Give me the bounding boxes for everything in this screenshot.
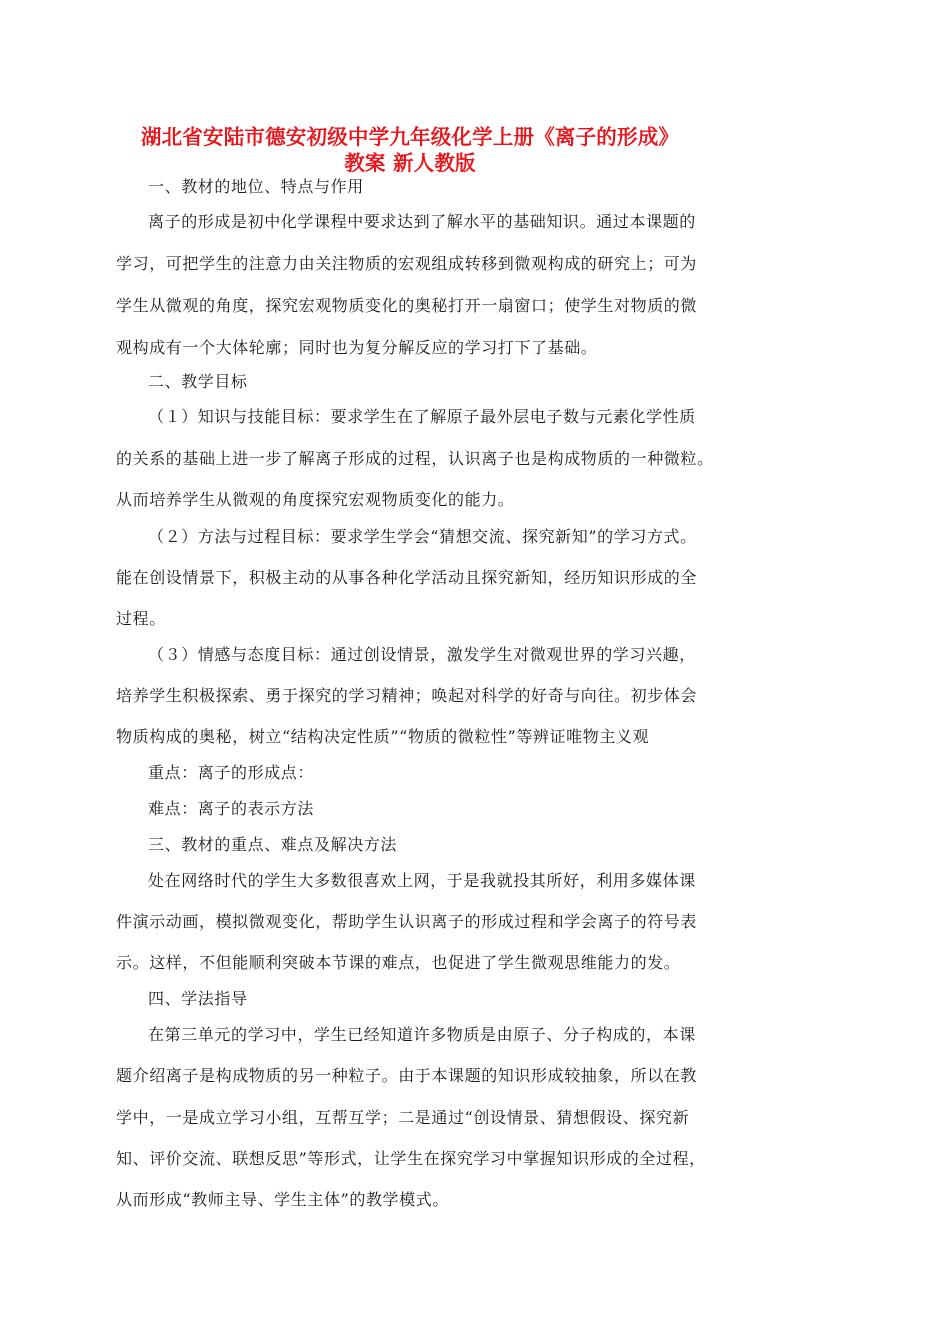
document-title-line-1: 湖北省安陆市德安初级中学九年级化学上册《离子的形成》 (140, 125, 680, 149)
paragraph-line: （１）知识与技能目标：要求学生在了解原子最外层电子数与元素化学性质 (148, 407, 696, 426)
section-heading-3: 三、教材的重点、难点及解决方法 (148, 835, 398, 854)
paragraph-line: 能在创设情景下，积极主动的从事各种化学活动且探究新知，经历知识形成的全 (116, 568, 698, 587)
section-heading-2: 二、教学目标 (148, 372, 248, 391)
paragraph-line: 处在网络时代的学生大多数很喜欢上网，于是我就投其所好，利用多媒体课 (148, 871, 696, 890)
paragraph-line: 示。这样，不但能顺利突破本节课的难点，也促进了学生微观思维能力的发。 (116, 953, 681, 972)
paragraph-line: 学习，可把学生的注意力由关注物质的宏观组成转移到微观构成的研究上；可为 (116, 254, 698, 273)
section-heading-1: 一、教材的地位、特点与作用 (148, 177, 364, 196)
key-point-line: 重点：离子的形成点： (148, 763, 315, 782)
paragraph-line: 件演示动画，模拟微观变化，帮助学生认识离子的形成过程和学会离子的符号表 (116, 912, 698, 931)
paragraph-line: 知、评价交流、联想反思”等形式，让学生在探究学习中掌握知识形成的全过程， (116, 1149, 706, 1168)
paragraph-line: 题介绍离子是构成物质的另一种粒子。由于本课题的知识形成较抽象，所以在教 (116, 1066, 698, 1085)
difficulty-line: 难点：离子的表示方法 (148, 799, 315, 818)
paragraph-line: 从而培养学生从微观的角度探究宏观物质变化的能力。 (116, 490, 515, 509)
paragraph-line: 离子的形成是初中化学课程中要求达到了解水平的基础知识。通过本课题的 (148, 212, 696, 231)
paragraph-line: （３）情感与态度目标：通过创设情景，激发学生对微观世界的学习兴趣， (148, 645, 696, 664)
paragraph-line: 过程。 (116, 609, 166, 628)
paragraph-line: 物质构成的奥秘，树立“结构决定性质”“物质的微粒性”等辨证唯物主义观 (116, 727, 650, 746)
paragraph-line: （２）方法与过程目标：要求学生学会“猜想交流、探究新知”的学习方式。 (148, 527, 697, 546)
paragraph-line: 在第三单元的学习中，学生已经知道许多物质是由原子、分子构成的，本课 (148, 1025, 696, 1044)
section-heading-4: 四、学法指导 (148, 989, 248, 1008)
paragraph-line: 的关系的基础上进一步了解离子形成的过程，认识离子也是构成物质的一种微粒。 (116, 449, 714, 468)
paragraph-line: 培养学生积极探索、勇于探究的学习精神；唤起对科学的好奇与向往。初步体会 (116, 686, 698, 705)
paragraph-line: 学中，一是成立学习小组，互帮互学；二是通过“创设情景、猜想假设、探究新 (116, 1108, 690, 1127)
document-title-line-2: 教案 新人教版 (344, 151, 476, 175)
paragraph-line: 观构成有一个大体轮廓；同时也为复分解反应的学习打下了基础。 (116, 338, 598, 357)
paragraph-line: 学生从微观的角度，探究宏观物质变化的奥秘打开一扇窗口；使学生对物质的微 (116, 296, 698, 315)
paragraph-line: 从而形成“教师主导、学生主体”的教学模式。 (116, 1190, 449, 1209)
